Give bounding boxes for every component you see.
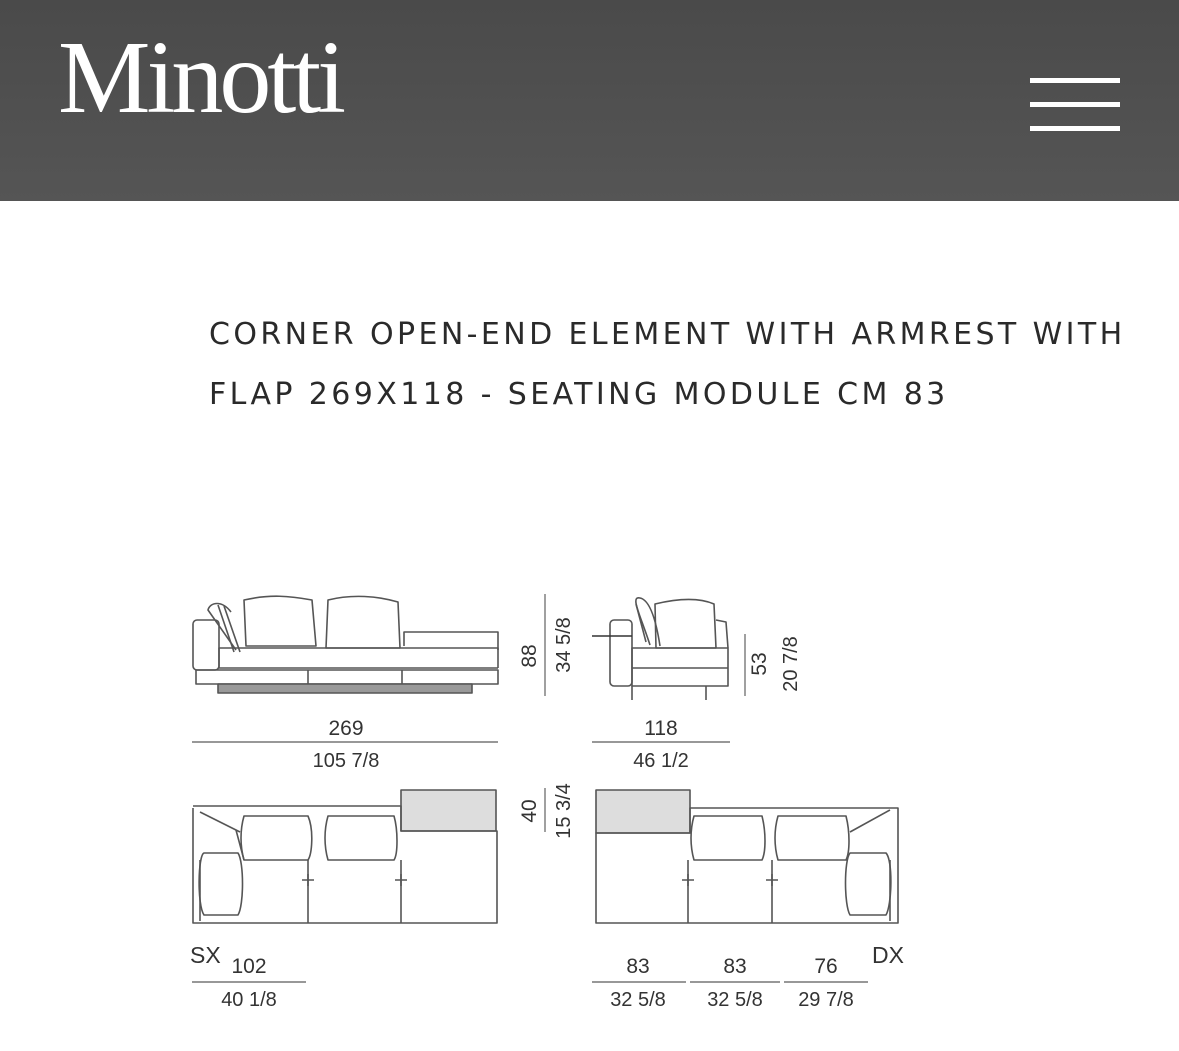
- left-module-cm-label: 102: [231, 955, 267, 978]
- height-cm-label: 88: [518, 644, 541, 668]
- product-title: CORNER OPEN-END ELEMENT WITH ARMREST WITH FLAP 269X118 - SEATING MODULE CM 83: [209, 317, 1126, 412]
- module-2-in-label: 32 5/8: [707, 989, 763, 1011]
- flap-cm-label: 40: [518, 799, 541, 823]
- plan-view-sx: [193, 790, 497, 923]
- height-in-label: 34 5/8: [553, 617, 575, 673]
- left-module-in-label: 40 1/8: [221, 989, 277, 1011]
- module-1-in-label: 32 5/8: [610, 989, 666, 1011]
- module-1-cm-label: 83: [626, 955, 650, 978]
- depth-in-label: 46 1/2: [633, 750, 689, 772]
- plan-view-dx: [596, 790, 898, 923]
- module-2-cm-label: 83: [723, 955, 747, 978]
- seat-height-in-label: 20 7/8: [780, 636, 802, 692]
- flap-in-label: 15 3/4: [553, 783, 575, 839]
- depth-cm-label: 118: [644, 717, 678, 740]
- width-cm-label: 269: [328, 717, 364, 740]
- module-3-cm-label: 76: [814, 955, 838, 978]
- sx-label: SX: [190, 942, 221, 968]
- module-3-in-label: 29 7/8: [798, 989, 854, 1011]
- minotti-logo[interactable]: Minotti: [58, 20, 343, 135]
- side-view-sofa: [592, 598, 728, 700]
- dx-label: DX: [872, 942, 904, 968]
- seat-height-cm-label: 53: [748, 652, 771, 676]
- front-view-sofa: [193, 596, 498, 693]
- width-in-label: 105 7/8: [312, 750, 380, 772]
